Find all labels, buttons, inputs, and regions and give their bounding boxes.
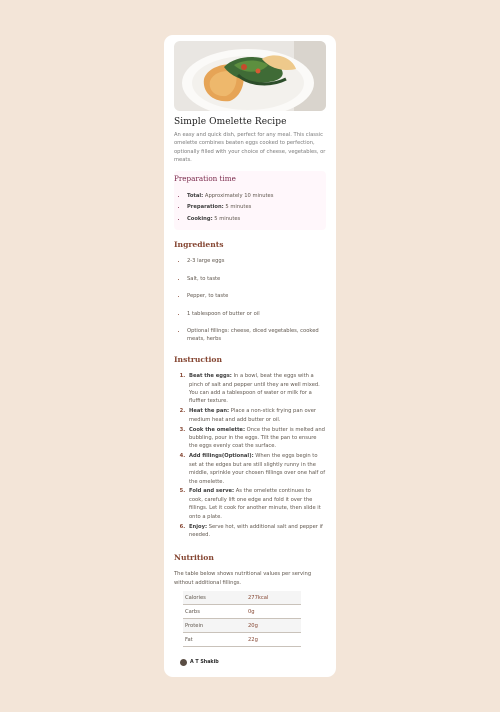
ingredient-item: • Pepper, to taste [187,292,326,300]
ingredient-item: • 2-3 large eggs [187,257,326,265]
nutrition-heading: Nutrition [174,553,214,563]
table-row: Fat 22g [183,633,301,647]
nutrition-description: The table below shows nutritional values per serving without additional fillings. [174,571,312,586]
omelette-photo [174,41,326,111]
instructions-heading: Instruction [174,355,222,365]
ingredients-list [174,257,326,343]
ingredient-item: • 1 tablespoon of butter or oil [187,310,326,318]
recipe-description: An easy and quick dish, perfect for any meal. This classic omelette combines beaten eggs cooked to perfection, optionally filled with your choice of cheese, vegetables, or meats. [174,132,326,164]
preparation-section [174,171,326,231]
avatar [180,659,187,666]
table-row: Protein 20g [183,619,301,633]
nutrition-table [183,591,301,647]
prep-item-preparation: • Preparation: 5 minutes [187,204,322,211]
preparation-list [174,193,322,223]
prep-item-total: • Total: Approximately 10 minutes [187,193,322,200]
recipe-card [164,35,336,677]
ingredient-item: • Optional fillings: cheese, diced vegetables, cooked meats, herbs [187,327,326,343]
page-title: Simple Omelette Recipe [174,117,287,127]
instruction-step: 4. Add fillings(Optional): When the eggs begin to set at the edges but are still slightly runny in the middle, sprinkle your chosen fillings over one half of the omelette. [187,452,326,486]
ingredients-heading: Ingredients [174,240,224,250]
instruction-step: 1. Beat the eggs: In a bowl, beat the eggs with a pinch of salt and pepper until they are well mixed. You can add a tablespoon of water or milk for a fluffier texture. [187,372,326,406]
ingredient-item: • Salt, to taste [187,275,326,283]
instruction-step: 3. Cook the omelette: Once the butter is melted and bubbling, pour in the eggs. Tilt the pan to ensure the eggs evenly coat the surface. [187,426,326,451]
instruction-step: 2. Heat the pan: Place a non-stick frying pan over medium heat and add butter or oil. [187,407,326,424]
table-row: Calories 277kcal [183,591,301,605]
author-name[interactable]: A T Shakib [190,660,219,665]
attribution[interactable] [180,659,219,666]
instruction-step: 6. Enjoy: Serve hot, with additional salt and pepper if needed. [187,523,326,540]
table-row: Carbs 0g [183,605,301,619]
instruction-step: 5. Fold and serve: As the omelette continues to cook, carefully lift one edge and fold it over the fillings. Let it cook for another minute, then slide it onto a plate. [187,487,326,521]
prep-item-cooking: • Cooking: 5 minutes [187,216,322,223]
instructions-list [174,372,326,539]
preparation-heading: Preparation time [174,173,236,183]
